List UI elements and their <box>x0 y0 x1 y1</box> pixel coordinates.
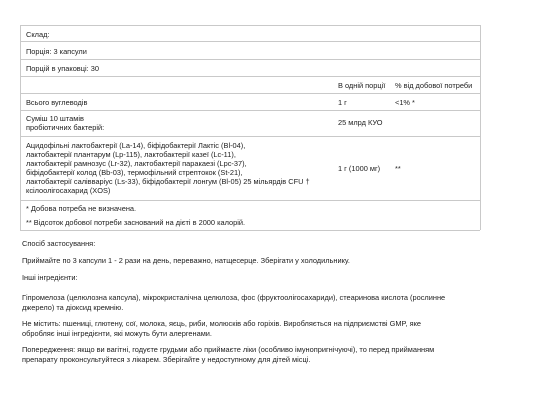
column-header-daily-value: % від добової потреби <box>395 81 473 90</box>
strain-list-line: лактобактерії рамнозус (Lr-32), лактобактерії паракаезі (Lpc-37), <box>26 159 247 168</box>
footnote-dv-basis: ** Відсоток добової потреби заснований на дієті в 2000 калорій. <box>26 218 246 227</box>
row-amount-carbs: 1 г <box>338 98 347 107</box>
divider <box>20 110 480 111</box>
strain-list-line: біфідобактерії колод (Bb-03), термофільний стрептокок (St-21), <box>26 168 243 177</box>
column-header-per-serving: В одній порції <box>338 81 386 90</box>
usage-text: Приймайте по 3 капсули 1 - 2 рази на день, переважно, натщесерце. Зберігати у холодильнику. <box>22 256 350 265</box>
free-from-text: обробляє інші інгредієнти, які можуть бути алергенами. <box>22 329 212 338</box>
free-from-text: Не містить: пшениці, глютену, сої, молока, яєць, риби, молюсків або горіхів. Виробляється на підприємстві GMP, яке <box>22 319 422 328</box>
strain-list-line: лактобактерії плантарум (Lp-115), лактобактерії казеї (Lc-11), <box>26 150 236 159</box>
divider <box>20 93 480 94</box>
divider <box>20 59 480 60</box>
serving-size: Порція: 3 капсули <box>26 47 87 56</box>
warning-text: препарату проконсультуйтеся з лікарем. Зберігайте у недоступному для дітей місці. <box>22 355 311 364</box>
other-ingredients-heading: Інші інгредієнти: <box>22 273 78 282</box>
row-dv-carbs: <1% * <box>395 98 415 107</box>
strain-list-line: лактобактерії салівваріус (Ls-33), біфідобактерії лонгум (Bl-05) 25 мільярдів CFU † <box>26 177 310 186</box>
usage-heading: Спосіб застосування: <box>22 239 96 248</box>
divider <box>20 136 480 137</box>
other-ingredients-text: Гіпромелоза (целюлозна капсула), мікрокристалічна целюлоза, фос (фруктоолігосахариди), стеаринова кислота (рослинне <box>22 293 446 302</box>
row-amount-strains: 1 г (1000 мг) <box>338 164 381 173</box>
table-border-top <box>20 25 480 26</box>
table-border-right <box>480 25 481 230</box>
divider <box>20 200 480 201</box>
footnote-dv-not-established: * Добова потреба не визначена. <box>26 204 137 213</box>
row-name-carbs: Всього вуглеводів <box>26 98 88 107</box>
composition-label: Склад: <box>26 30 50 39</box>
servings-per-container: Порцій в упаковці: 30 <box>26 64 99 73</box>
divider <box>20 41 480 42</box>
row-name-probiotic-blend: Суміш 10 штамів <box>26 114 84 123</box>
row-name-probiotic-blend: пробіотичних бактерій: <box>26 123 105 132</box>
other-ingredients-text: джерело) та діоксид кремнію. <box>22 303 124 312</box>
divider <box>20 76 480 77</box>
warning-text: Попередження: якщо ви вагітні, годуєте грудьми або приймаєте ліки (особливо імунопригнічуючі), то перед прийманням <box>22 345 435 354</box>
strain-list-line: ксілоолігосахарид (XOS) <box>26 186 111 195</box>
row-amount-probiotic-blend: 25 млрд КУО <box>338 118 383 127</box>
strain-list-line: Ацидофільні лактобактерії (La-14), біфідобактерії Лактіс (Bl-04), <box>26 141 246 150</box>
row-dv-strains: ** <box>395 164 401 173</box>
table-border-bottom <box>20 230 480 231</box>
